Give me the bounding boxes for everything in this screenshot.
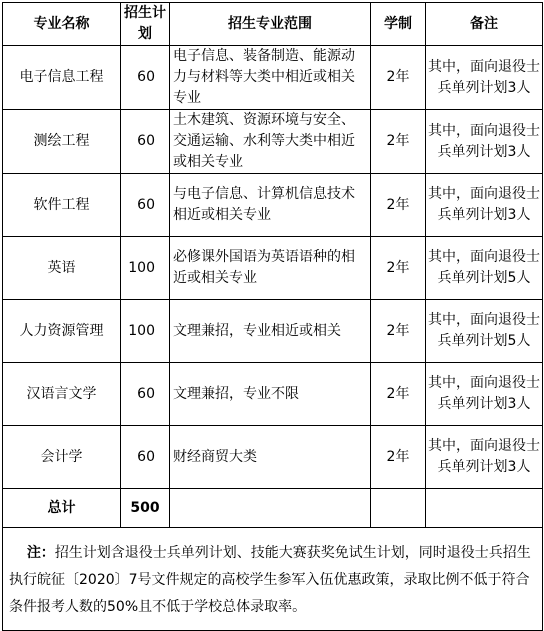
- total-row: [3, 489, 543, 528]
- footnote-label: 注：: [26, 544, 55, 561]
- header-major: 专业名称: [3, 3, 121, 46]
- note-cell: 其中，面向退役士兵单列计划5人: [426, 237, 543, 300]
- table-row: [3, 300, 543, 363]
- header-scope: 招生专业范围: [170, 3, 371, 46]
- years-cell: 2年: [371, 110, 426, 174]
- plan-cell: 60: [121, 110, 170, 174]
- footnote-cell: [3, 528, 543, 631]
- total-empty-scope: [170, 489, 371, 528]
- header-years: 学制: [371, 3, 426, 46]
- years-cell: 2年: [371, 300, 426, 363]
- header-plan: 招生计划: [121, 3, 170, 46]
- table-header-row: [3, 3, 543, 46]
- plan-cell: 60: [121, 363, 170, 426]
- total-empty-note: [426, 489, 543, 528]
- major-cell: 英语: [3, 237, 121, 300]
- years-cell: 2年: [371, 363, 426, 426]
- header-note: 备注: [426, 3, 543, 46]
- note-cell: 其中，面向退役士兵单列计划5人: [426, 300, 543, 363]
- note-cell: 其中，面向退役士兵单列计划3人: [426, 174, 543, 237]
- footnote-row: [3, 528, 543, 631]
- scope-cell: 土木建筑、资源环境与安全、交通运输、水利等大类中相近或相关专业: [170, 110, 371, 174]
- plan-cell: 100: [121, 237, 170, 300]
- scope-cell: 与电子信息、计算机信息技术相近或相关专业: [170, 174, 371, 237]
- major-cell: 软件工程: [3, 174, 121, 237]
- scope-cell: 财经商贸大类: [170, 426, 371, 489]
- note-cell: 其中，面向退役士兵单列计划3人: [426, 46, 543, 110]
- table-row: [3, 46, 543, 110]
- scope-cell: 必修课外国语为英语语种的相近或相关专业: [170, 237, 371, 300]
- plan-cell: 100: [121, 300, 170, 363]
- total-label: 总计: [3, 489, 121, 528]
- enrollment-table: [2, 2, 543, 631]
- scope-cell: 文理兼招，专业相近或相关: [170, 300, 371, 363]
- major-cell: 会计学: [3, 426, 121, 489]
- footnote-text: 招生计划含退役士兵单列计划、技能大赛获奖免试生计划，同时退役士兵招生执行皖征〔2020〕7号文件规定的高校学生参军入伍优惠政策，录取比例不低于符合条件报考人数的50%且不低于学校总体录取率。: [9, 544, 531, 615]
- scope-cell: 电子信息、装备制造、能源动力与材料等大类中相近或相关专业: [170, 46, 371, 110]
- years-cell: 2年: [371, 46, 426, 110]
- plan-cell: 60: [121, 174, 170, 237]
- major-cell: 电子信息工程: [3, 46, 121, 110]
- years-cell: 2年: [371, 426, 426, 489]
- table-row: [3, 174, 543, 237]
- note-cell: 其中，面向退役士兵单列计划3人: [426, 426, 543, 489]
- table-row: [3, 110, 543, 174]
- major-cell: 汉语言文学: [3, 363, 121, 426]
- table-row: [3, 426, 543, 489]
- total-empty-years: [371, 489, 426, 528]
- scope-cell: 文理兼招，专业不限: [170, 363, 371, 426]
- major-cell: 测绘工程: [3, 110, 121, 174]
- total-plan: 500: [121, 489, 170, 528]
- years-cell: 2年: [371, 174, 426, 237]
- note-cell: 其中，面向退役士兵单列计划3人: [426, 110, 543, 174]
- major-cell: 人力资源管理: [3, 300, 121, 363]
- table-row: [3, 237, 543, 300]
- table-row: [3, 363, 543, 426]
- plan-cell: 60: [121, 426, 170, 489]
- plan-cell: 60: [121, 46, 170, 110]
- years-cell: 2年: [371, 237, 426, 300]
- note-cell: 其中，面向退役士兵单列计划3人: [426, 363, 543, 426]
